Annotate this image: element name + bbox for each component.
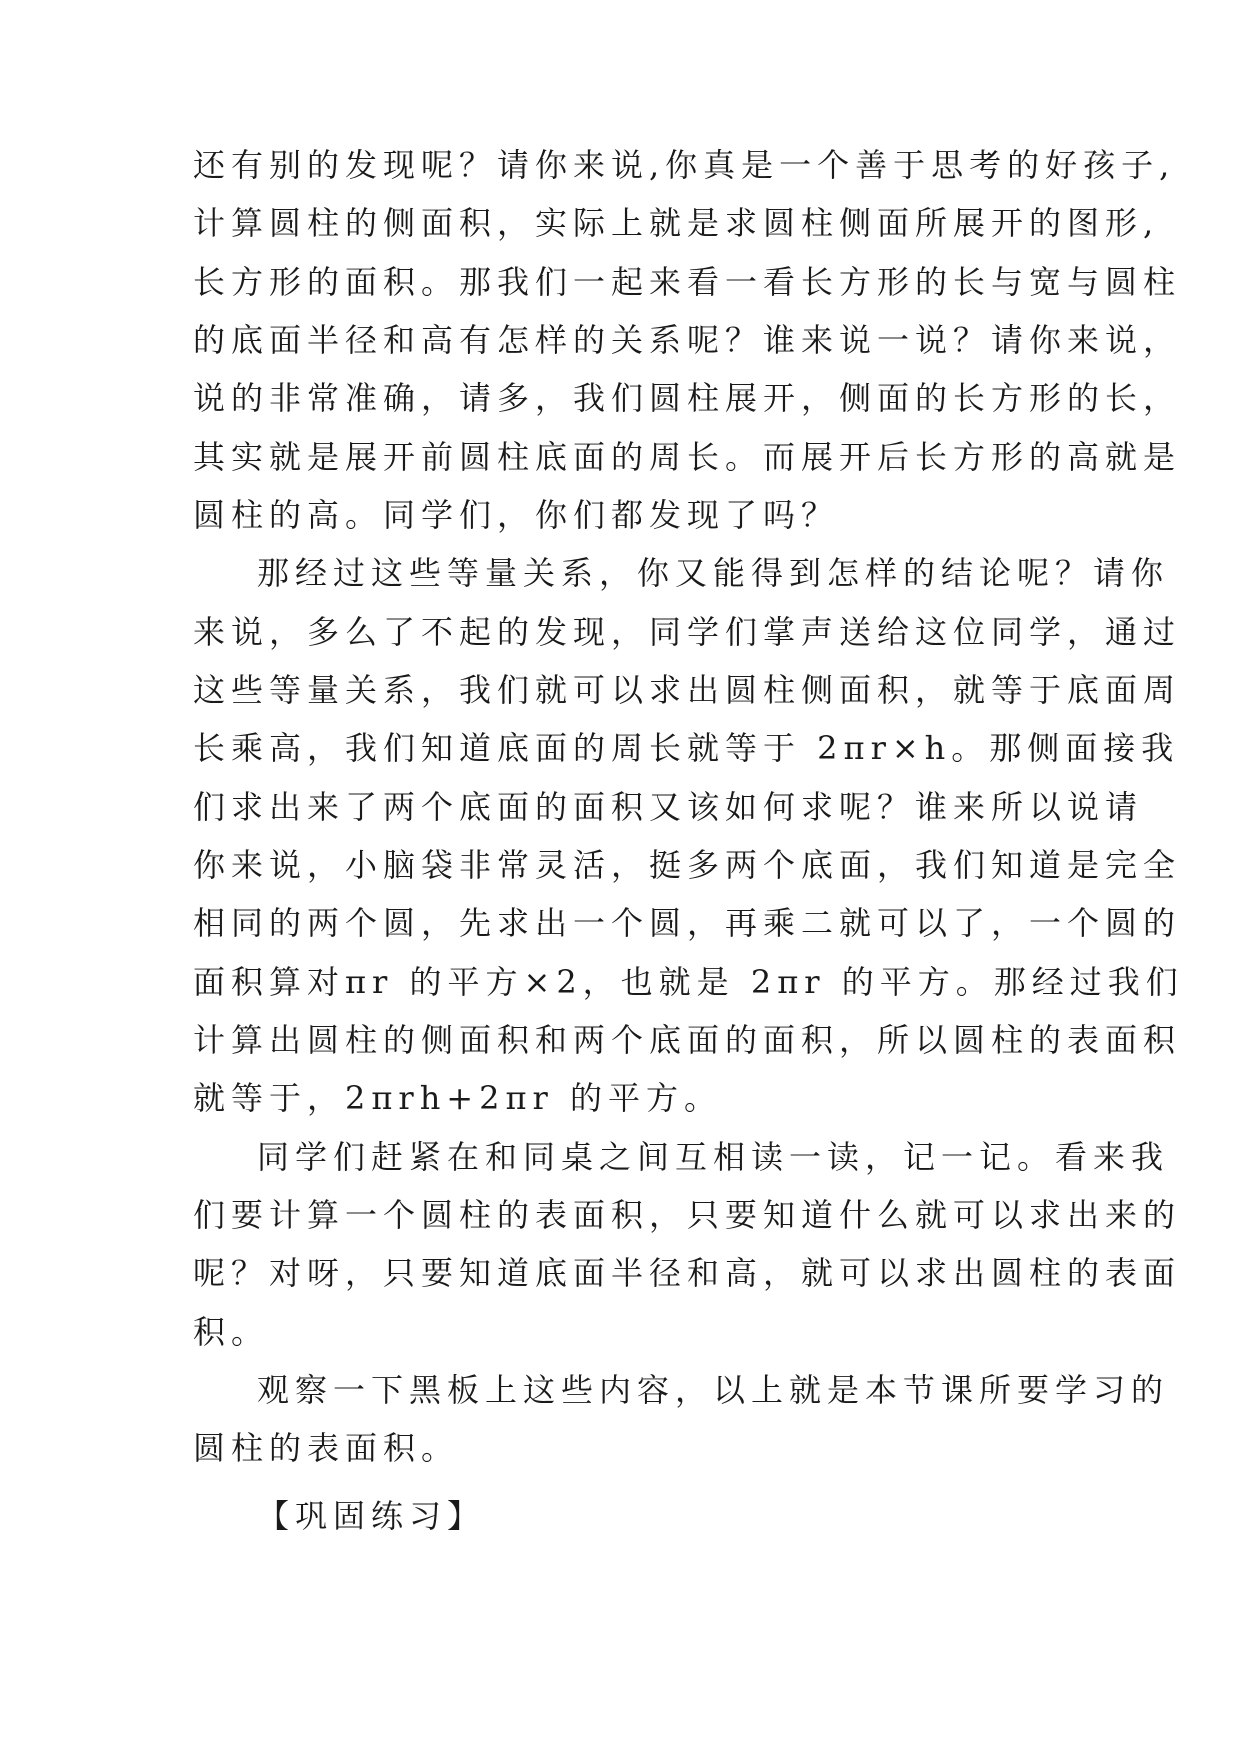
text-line: 计算出圆柱的侧面积和两个底面的面积，所以圆柱的表面积 (193, 1021, 1182, 1059)
text-line: 长方形的面积。那我们一起来看一看长方形的长与宽与圆柱 (193, 263, 1182, 301)
paragraph-start-line: 同学们赶紧在和同桌之间互相读一读，记一记。看来我 (257, 1138, 1170, 1176)
text-line: 们要计算一个圆柱的表面积，只要知道什么就可以求出来的 (193, 1196, 1182, 1234)
section-heading: 【巩固练习】 (257, 1497, 486, 1535)
text-line: 呢？对呀，只要知道底面半径和高，就可以求出圆柱的表面 (193, 1254, 1182, 1292)
text-line: 还有别的发现呢？请你来说,你真是一个善于思考的好孩子, (193, 146, 1176, 184)
text-line: 的底面半径和高有怎样的关系呢？谁来说一说？请你来说， (193, 321, 1182, 359)
text-line: 你来说，小脑袋非常灵活，挺多两个底面，我们知道是完全 (193, 846, 1182, 884)
text-line: 来说，多么了不起的发现，同学们掌声送给这位同学，通过 (193, 613, 1182, 651)
text-line: 其实就是展开前圆柱底面的周长。而展开后长方形的高就是 (193, 438, 1182, 476)
text-line: 长乘高，我们知道底面的周长就等于 2πr×h。那侧面接我 (193, 729, 1180, 767)
text-line: 面积算对πr 的平方×2，也就是 2πr 的平方。那经过我们 (193, 963, 1184, 1001)
paragraph-start-line: 观察一下黑板上这些内容，以上就是本节课所要学习的 (257, 1371, 1170, 1409)
text-line: 圆柱的表面积。 (193, 1429, 460, 1467)
text-line: 说的非常准确，请多，我们圆柱展开，侧面的长方形的长， (193, 379, 1182, 417)
text-line: 相同的两个圆，先求出一个圆，再乘二就可以了，一个圆的 (193, 904, 1182, 942)
text-line: 就等于，2πrh+2πr 的平方。 (193, 1079, 722, 1117)
text-line: 计算圆柱的侧面积，实际上就是求圆柱侧面所展开的图形, (193, 204, 1160, 242)
paragraph-start-line: 那经过这些等量关系，你又能得到怎样的结论呢？请你 (257, 554, 1170, 592)
text-line: 这些等量关系，我们就可以求出圆柱侧面积，就等于底面周 (193, 671, 1182, 709)
text-line: 们求出来了两个底面的面积又该如何求呢？谁来所以说请 (193, 788, 1144, 826)
text-line: 圆柱的高。同学们，你们都发现了吗？ (193, 496, 840, 534)
text-line: 积。 (193, 1313, 270, 1351)
